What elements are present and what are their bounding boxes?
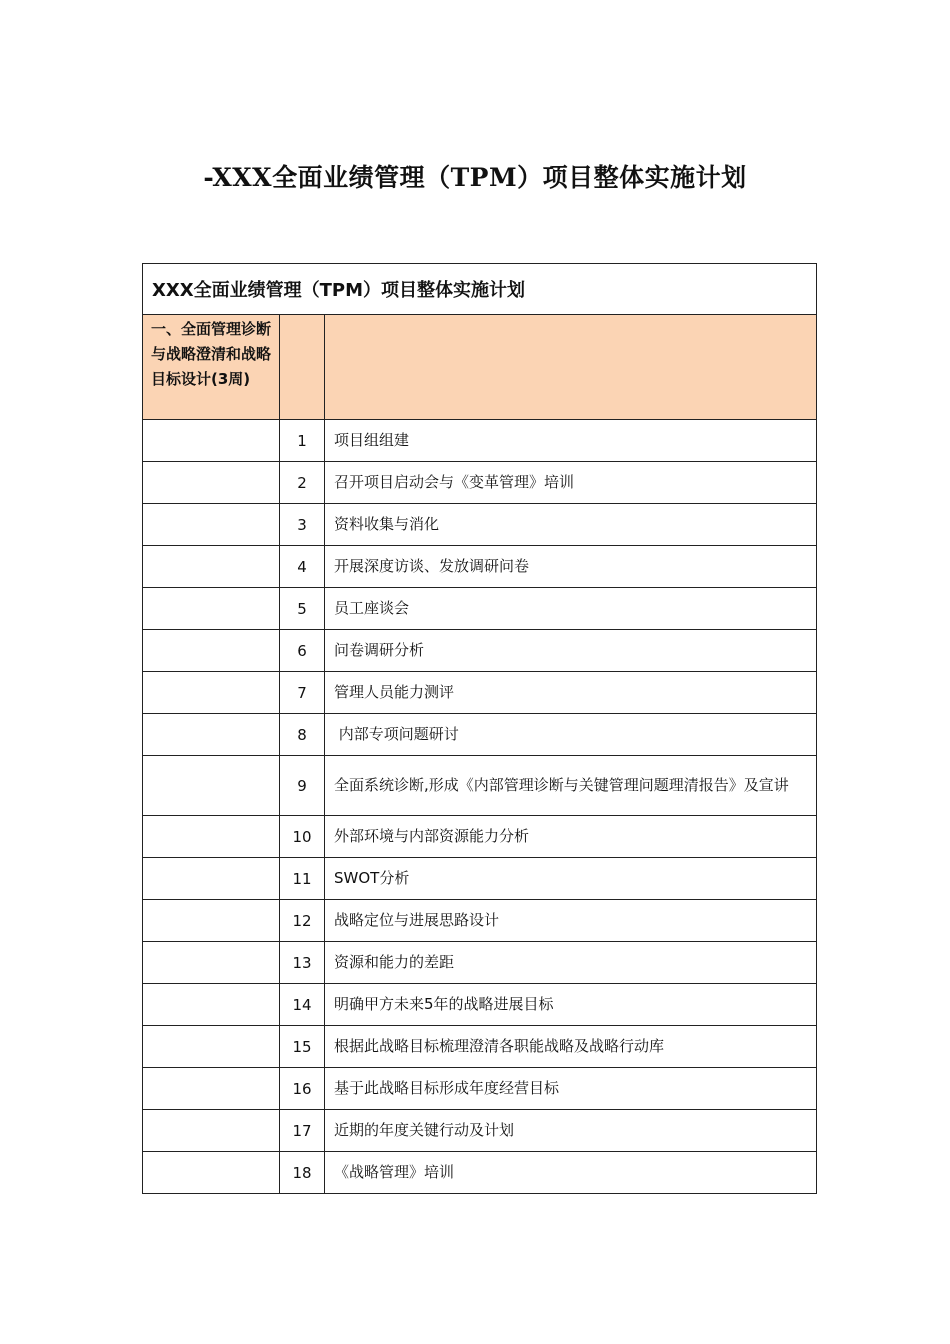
table-row: [143, 1068, 817, 1110]
task-number: 4: [280, 546, 325, 588]
table-row: [143, 420, 817, 462]
document-title: -XXX全面业绩管理（TPM）项目整体实施计划: [203, 163, 747, 192]
task-description: 外部环境与内部资源能力分析: [325, 816, 817, 858]
phase-cell: [143, 672, 280, 714]
task-number: 3: [280, 504, 325, 546]
table-caption-row: [143, 264, 817, 315]
phase-cell: [143, 630, 280, 672]
task-number: 13: [280, 942, 325, 984]
table-row: [143, 816, 817, 858]
phase-cell: [143, 816, 280, 858]
section-header-row: [143, 315, 817, 420]
task-number: 1: [280, 420, 325, 462]
task-number: 8: [280, 714, 325, 756]
table-row: [143, 714, 817, 756]
task-number: 15: [280, 1026, 325, 1068]
task-number: 16: [280, 1068, 325, 1110]
phase-cell: [143, 1068, 280, 1110]
table-row: [143, 900, 817, 942]
table-row: [143, 630, 817, 672]
table-row: [143, 1152, 817, 1194]
task-description: 根据此战略目标梳理澄清各职能战略及战略行动库: [325, 1026, 817, 1068]
phase-cell: [143, 1110, 280, 1152]
phase-cell: [143, 714, 280, 756]
task-description: 问卷调研分析: [325, 630, 817, 672]
table-caption: XXX全面业绩管理（TPM）项目整体实施计划: [143, 264, 817, 315]
task-description: 内部专项问题研讨: [325, 714, 817, 756]
task-number: 17: [280, 1110, 325, 1152]
table-row: [143, 756, 817, 816]
task-number: 7: [280, 672, 325, 714]
phase-cell: [143, 942, 280, 984]
table-row: [143, 858, 817, 900]
task-number: 2: [280, 462, 325, 504]
phase-cell: [143, 462, 280, 504]
table-row: [143, 462, 817, 504]
phase-cell: [143, 858, 280, 900]
task-number: 14: [280, 984, 325, 1026]
task-description: 明确甲方未来5年的战略进展目标: [325, 984, 817, 1026]
phase-cell: [143, 984, 280, 1026]
task-description: 战略定位与进展思路设计: [325, 900, 817, 942]
task-description: 《战略管理》培训: [325, 1152, 817, 1194]
task-number: 18: [280, 1152, 325, 1194]
table-row: [143, 672, 817, 714]
task-description: 资料收集与消化: [325, 504, 817, 546]
task-number: 11: [280, 858, 325, 900]
task-number: 6: [280, 630, 325, 672]
section-label: 一、全面管理诊断与战略澄清和战略目标设计(3周): [143, 315, 280, 420]
task-description: 员工座谈会: [325, 588, 817, 630]
phase-cell: [143, 546, 280, 588]
task-number: 5: [280, 588, 325, 630]
task-description: 全面系统诊断,形成《内部管理诊断与关键管理问题理清报告》及宣讲: [325, 756, 817, 816]
table-row: [143, 1110, 817, 1152]
task-number: 9: [280, 756, 325, 816]
table-row: [143, 1026, 817, 1068]
task-description: 开展深度访谈、发放调研问卷: [325, 546, 817, 588]
phase-cell: [143, 756, 280, 816]
phase-cell: [143, 504, 280, 546]
task-description: 资源和能力的差距: [325, 942, 817, 984]
phase-cell: [143, 1152, 280, 1194]
task-description: 基于此战略目标形成年度经营目标: [325, 1068, 817, 1110]
table-row: [143, 942, 817, 984]
task-description: 召开项目启动会与《变革管理》培训: [325, 462, 817, 504]
phase-cell: [143, 1026, 280, 1068]
implementation-plan-table: [142, 263, 817, 1194]
phase-cell: [143, 900, 280, 942]
table-row: [143, 588, 817, 630]
task-number: 12: [280, 900, 325, 942]
table-row: [143, 984, 817, 1026]
section-text-cell: [325, 315, 817, 420]
task-description: 管理人员能力测评: [325, 672, 817, 714]
table-row: [143, 504, 817, 546]
task-number: 10: [280, 816, 325, 858]
task-description: 近期的年度关键行动及计划: [325, 1110, 817, 1152]
phase-cell: [143, 588, 280, 630]
task-description: SWOT分析: [325, 858, 817, 900]
section-num-cell: [280, 315, 325, 420]
task-description: 项目组组建: [325, 420, 817, 462]
phase-cell: [143, 420, 280, 462]
table-row: [143, 546, 817, 588]
